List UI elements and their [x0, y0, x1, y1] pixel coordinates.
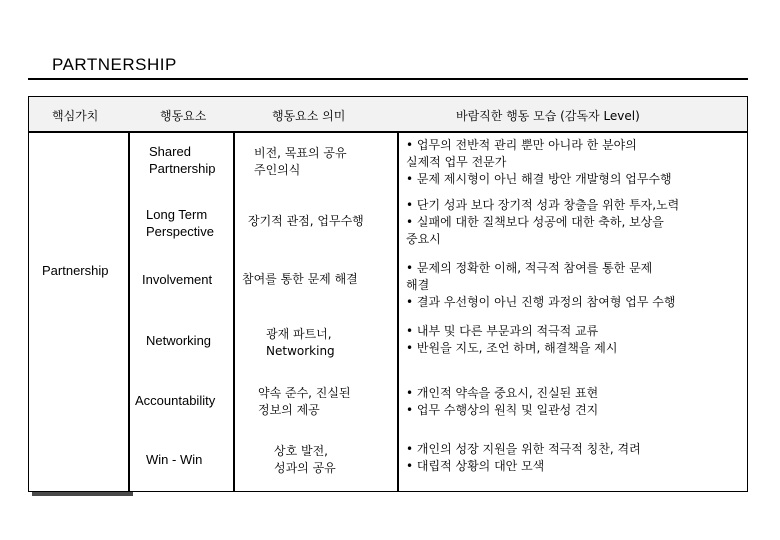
- element-accountability: Accountability: [135, 393, 216, 408]
- header-behavior: 바람직한 행동 모습 (감독자 Level): [456, 109, 640, 123]
- title-underline: [28, 78, 748, 80]
- core-value-column: [28, 132, 129, 492]
- core-value-label: Partnership: [42, 263, 109, 278]
- element-networking: Networking: [146, 333, 212, 348]
- header-row: [28, 96, 748, 132]
- behavior-involvement: • 문제의 정확한 이해, 적극적 참여를 통한 문제 해결 • 결과 우선형이 아닌 진행 과정의 참여형 업무 수행: [406, 261, 676, 309]
- meaning-involvement: 참여를 통한 문제 해결: [242, 272, 358, 286]
- meaning-column: [234, 132, 398, 492]
- meaning-long-term-perspective: 장기적 관점, 업무수행: [248, 214, 364, 228]
- element-column: [129, 132, 234, 492]
- behavior-networking: • 내부 및 다른 부문과의 적극적 교류 • 반원을 지도, 조언 하며, 해결책을 제시: [406, 324, 618, 355]
- meaning-accountability: 약속 준수, 진실된 정보의 제공: [258, 386, 351, 417]
- header-meaning: 행동요소 의미: [272, 109, 346, 123]
- meaning-win-win: 상호 발전, 성과의 공유: [274, 444, 336, 475]
- meaning-networking: 광재 파트너, Networking: [266, 327, 335, 358]
- behavior-accountability: • 개인적 약속을 중요시, 진실된 표현 • 업무 수행상의 원칙 및 일관성 견지: [406, 386, 599, 417]
- behavior-long-term-perspective: • 단기 성과 보다 장기적 성과 창출을 위한 투자,노력 • 실패에 대한 질책보다 성공에 대한 축하, 보상을 중요시: [406, 198, 680, 246]
- element-involvement: Involvement: [142, 272, 213, 287]
- element-long-term-perspective: Long Term Perspective: [146, 207, 214, 239]
- header-element: 행동요소: [160, 109, 207, 123]
- behavior-win-win: • 개인의 성장 지원을 위한 적극적 칭찬, 격려 • 대립적 상황의 대안 모색: [406, 442, 641, 473]
- header-core-value: 핵심가치: [52, 109, 99, 123]
- behavior-shared-partnership: • 업무의 전반적 관리 뿐만 아니라 한 분야의 실제적 업무 전문가 • 문제 제시형이 아닌 해결 방안 개발형의 업무수행: [406, 138, 672, 186]
- meaning-shared-partnership: 비전, 목표의 공유 주인의식: [254, 146, 347, 177]
- element-shared-partnership: Shared Partnership: [149, 144, 216, 176]
- page-title: PARTNERSHIP: [52, 55, 177, 74]
- element-win-win: Win - Win: [146, 452, 203, 467]
